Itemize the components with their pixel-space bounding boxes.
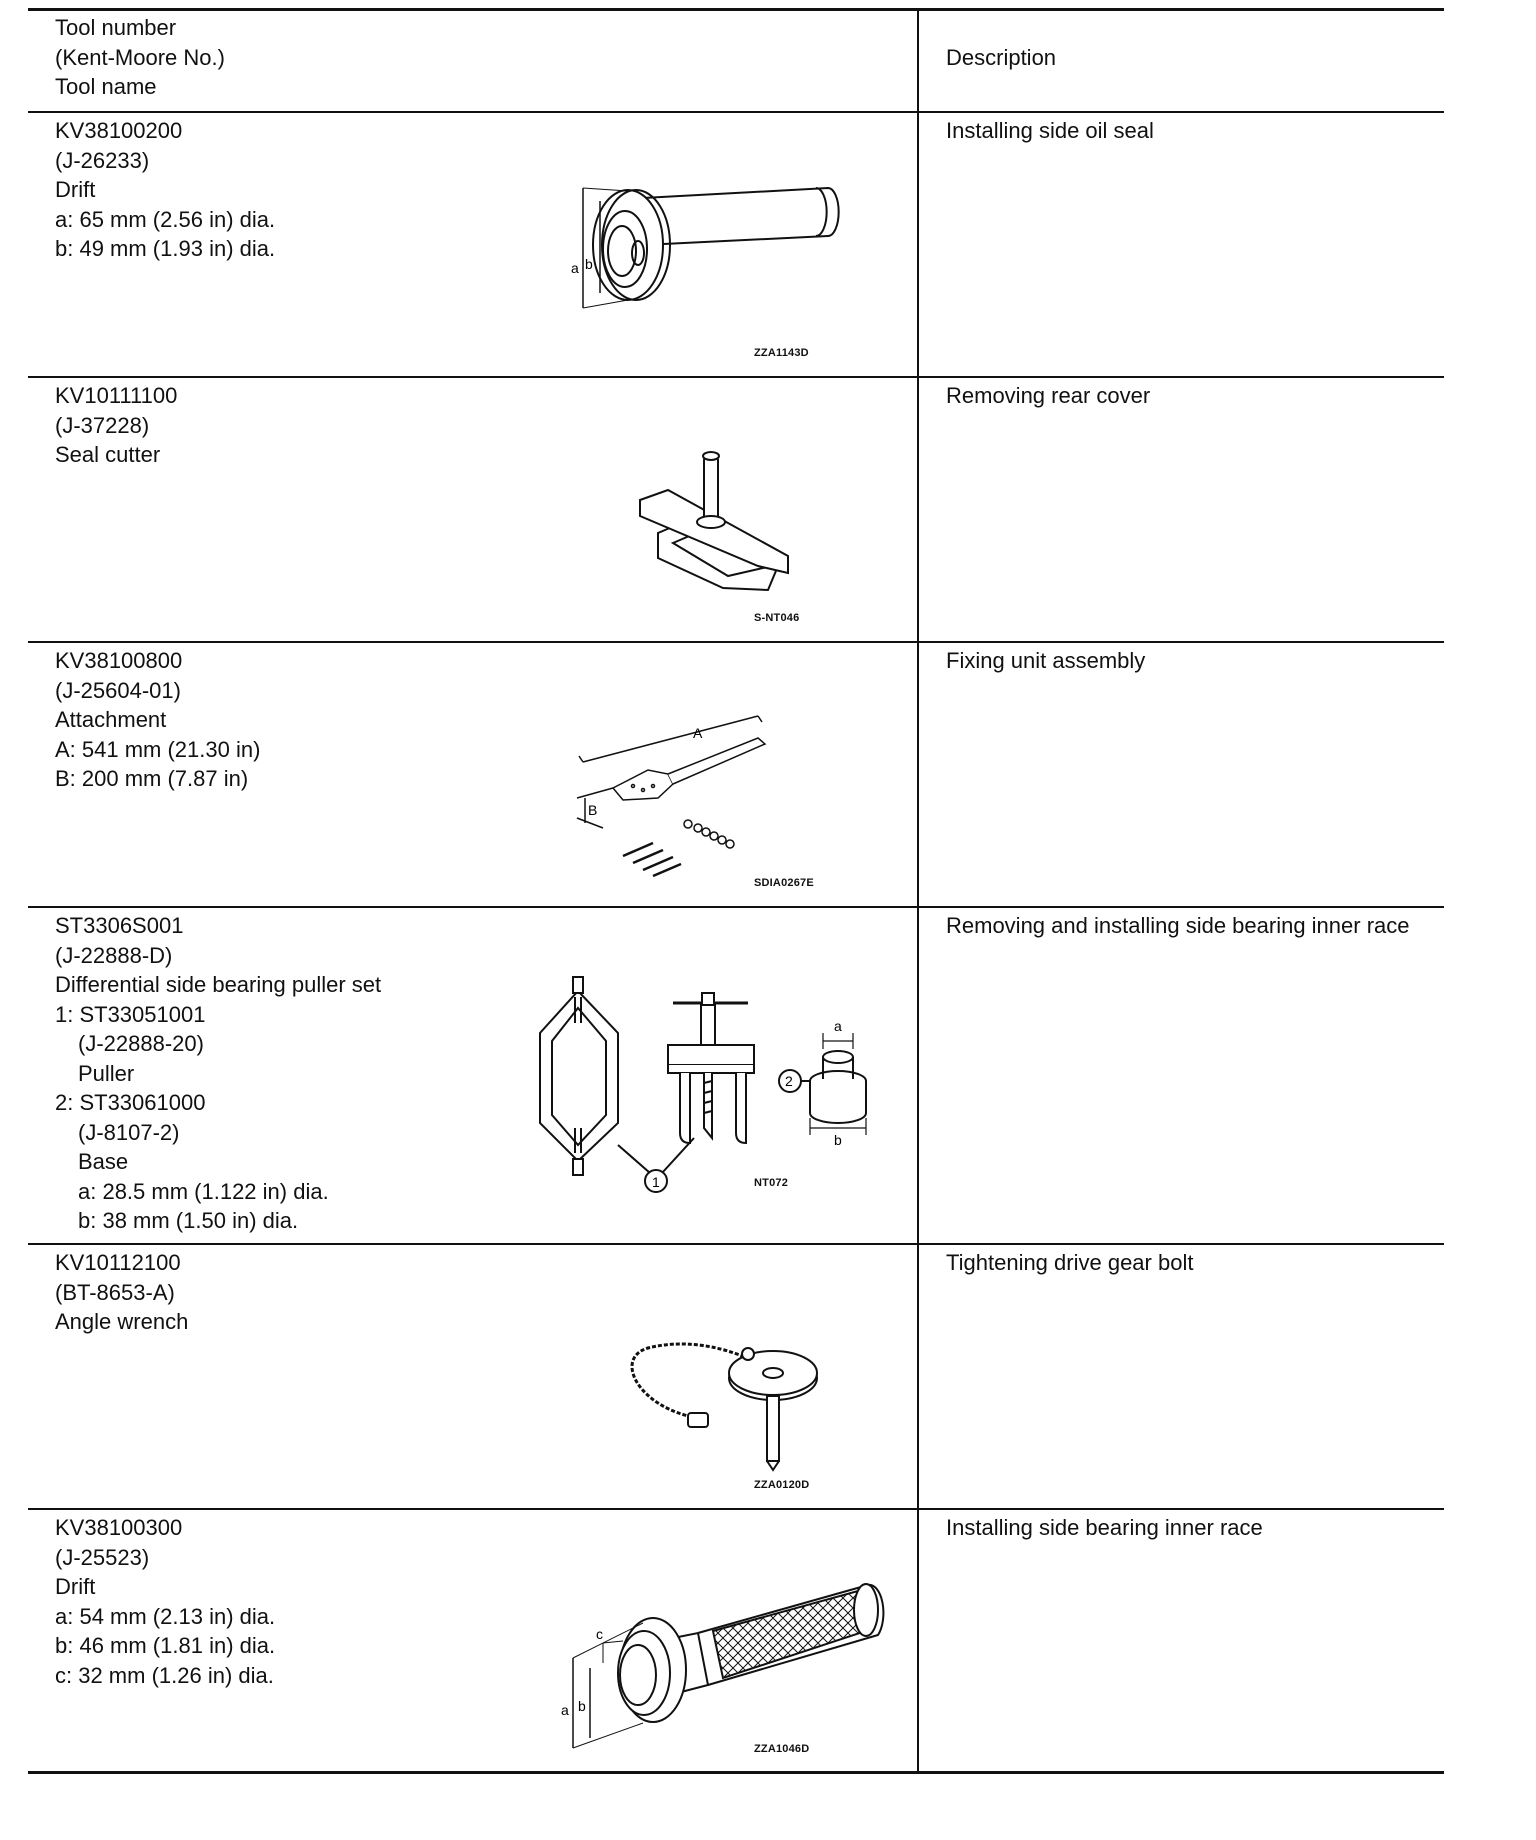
part-kent-moore-number: (J-8107-2)	[78, 1119, 180, 1145]
description: Removing rear cover	[946, 383, 1151, 408]
figure-code: ZZA0120D	[754, 1479, 810, 1491]
figure-label: 2	[785, 1073, 793, 1089]
header-line: (Kent-Moore No.)	[55, 44, 225, 70]
tool-info-kv10111100	[55, 381, 177, 470]
figure-code: S-NT046	[754, 612, 800, 624]
angle-wrench-figure	[618, 1318, 828, 1488]
header-line: Tool name	[55, 74, 157, 99]
header-tool-column	[55, 13, 225, 102]
description: Installing side oil seal	[946, 118, 1154, 143]
figure-label: a	[561, 1702, 569, 1718]
tool-number: KV10111100	[55, 383, 178, 408]
dimension-line: c: 32 mm (1.26 in) dia.	[55, 1662, 274, 1688]
tool-name: Drift	[55, 1574, 96, 1599]
figure-code: ZZA1046D	[754, 1743, 810, 1755]
figure-code: ZZA1143D	[754, 347, 809, 359]
figure-label: b	[834, 1132, 842, 1148]
part-number: 1: ST33051001	[55, 1001, 206, 1027]
attachment-figure	[573, 698, 803, 883]
description: Tightening drive gear bolt	[946, 1250, 1194, 1275]
figure-label: b	[585, 256, 593, 272]
tool-info-kv38100800	[55, 646, 260, 794]
description: Installing side bearing inner race	[946, 1515, 1263, 1540]
tool-name: Angle wrench	[55, 1309, 189, 1334]
dimension-line: B: 200 mm (7.87 in)	[55, 766, 249, 791]
figure-label: B	[588, 802, 598, 818]
row-divider	[28, 376, 1444, 378]
figure-label: c	[596, 1626, 603, 1642]
part-name: Base	[78, 1149, 129, 1174]
row-divider	[28, 906, 1444, 908]
kent-moore-number: (J-37228)	[55, 412, 150, 438]
kent-moore-number: (J-22888-D)	[55, 942, 173, 968]
table-bottom-rule	[28, 1771, 1444, 1774]
description-text: Removing and installing side bearing inner race	[946, 913, 1410, 938]
seal-cutter-figure	[628, 448, 808, 608]
dimension-line: a: 54 mm (2.13 in) dia.	[55, 1603, 276, 1629]
figure-label: A	[693, 725, 703, 741]
dimension-line: A: 541 mm (21.30 in)	[55, 736, 261, 762]
column-divider	[917, 8, 919, 1773]
kent-moore-number: (J-25604-01)	[55, 677, 181, 703]
kent-moore-number: (BT-8653-A)	[55, 1279, 175, 1305]
tool-number: KV38100800	[55, 648, 183, 673]
puller-set-figure	[518, 973, 908, 1213]
part-kent-moore-number: (J-22888-20)	[78, 1031, 204, 1056]
figure-label: a	[571, 260, 579, 276]
figure-label: b	[578, 1698, 586, 1714]
table-top-rule	[28, 8, 1444, 11]
header-line: Tool number	[55, 15, 177, 40]
tool-number: KV38100300	[55, 1515, 183, 1540]
row-divider	[28, 1243, 1444, 1245]
tool-name: Attachment	[55, 707, 167, 732]
tool-number: ST3306S001	[55, 913, 184, 938]
figure-label: 1	[652, 1174, 660, 1190]
kent-moore-number: (J-25523)	[55, 1544, 150, 1570]
part-name: Puller	[78, 1060, 135, 1086]
drift-figure-2	[528, 1573, 898, 1763]
figure-label: a	[834, 1018, 842, 1034]
header-description: Description	[946, 45, 1057, 70]
tool-name: Drift	[55, 177, 96, 202]
row-divider	[28, 641, 1444, 643]
dimension-line: b: 49 mm (1.93 in) dia.	[55, 236, 276, 261]
kent-moore-number: (J-26233)	[55, 147, 150, 173]
tool-info-kv10112100	[55, 1248, 188, 1337]
dimension-line: b: 46 mm (1.81 in) dia.	[55, 1633, 276, 1658]
dimension-line: a: 65 mm (2.56 in) dia.	[55, 206, 276, 232]
row-divider	[28, 1508, 1444, 1510]
figure-code: NT072	[754, 1177, 789, 1189]
dimension-line: a: 28.5 mm (1.122 in) dia.	[78, 1178, 329, 1204]
part-number: 2: ST33061000	[55, 1090, 206, 1115]
dimension-line: b: 38 mm (1.50 in) dia.	[78, 1208, 299, 1233]
description: Fixing unit assembly	[946, 648, 1146, 673]
drift-figure	[528, 173, 868, 348]
description	[946, 911, 1416, 941]
row-divider	[28, 111, 1444, 113]
tool-name: Differential side bearing puller set	[55, 972, 382, 997]
tool-number: KV10112100	[55, 1250, 181, 1275]
tool-name: Seal cutter	[55, 442, 161, 467]
tool-info-kv38100200	[55, 116, 275, 264]
tool-number: KV38100200	[55, 118, 183, 143]
figure-code: SDIA0267E	[754, 877, 814, 889]
tool-info-st3306s001	[55, 911, 381, 1236]
tool-info-kv38100300	[55, 1513, 275, 1690]
